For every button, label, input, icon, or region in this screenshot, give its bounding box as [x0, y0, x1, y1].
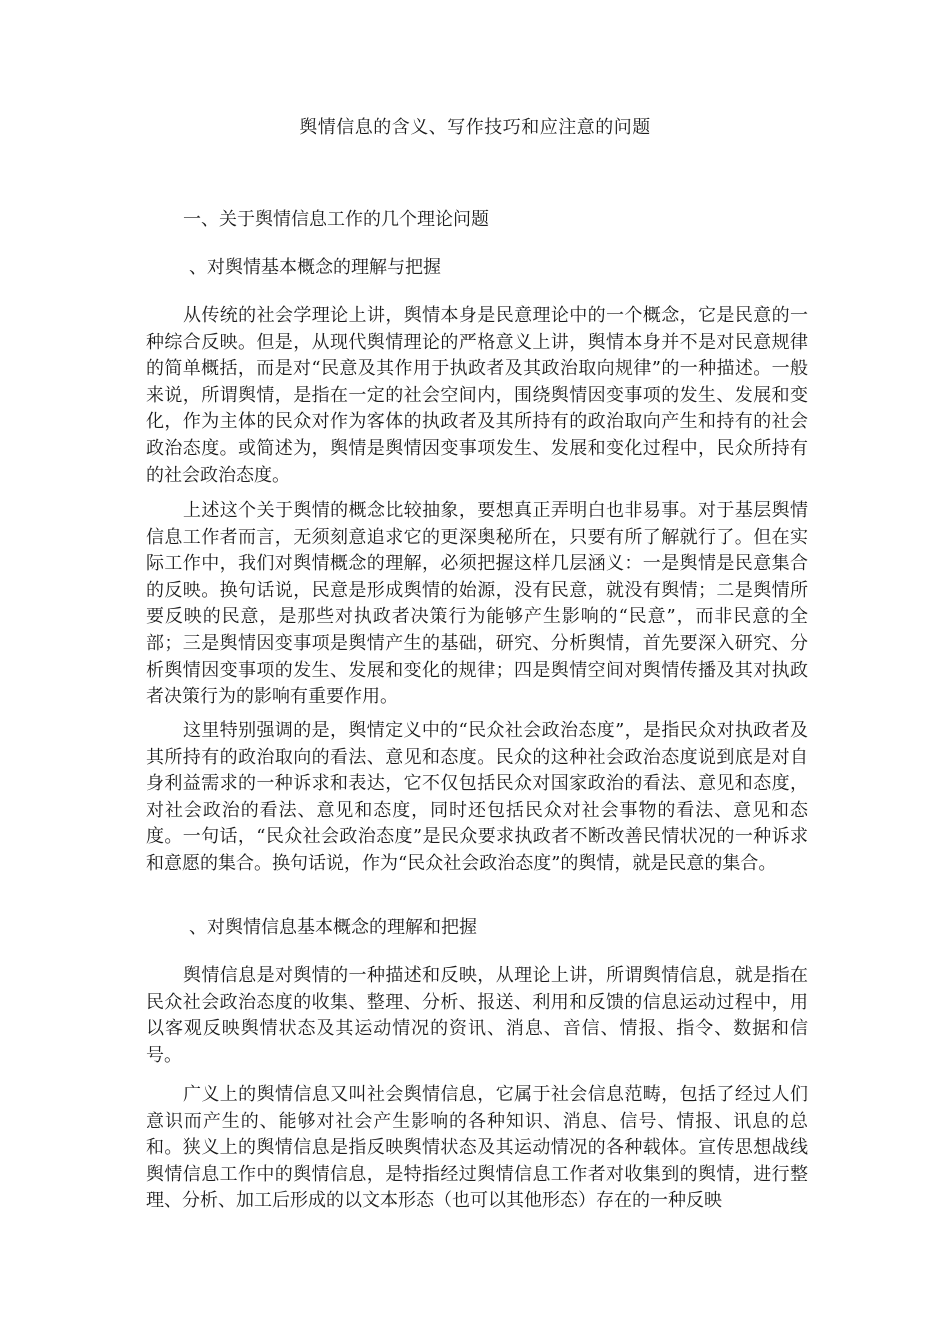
paragraph-3: 这里特别强调的是，舆情定义中的“民众社会政治态度”，是指民众对执政者及其所持有的政治取向的看法、意见和态度。民众的这种社会政治态度说到底是对自身利益需求的一种诉求和表达，它不仅包括民众对国家政治的看法、意见和态度，对社会政治的看法、意见和态度，同时还包括民众对社会事物的看法、意见和态度。一句话，“民众社会政治态度”是民众要求执政者不断改善民情状况的一种诉求和意愿的集合。换句话说，作为“民众社会政治态度”的舆情，就是民意的集合。: [146, 720, 808, 874]
paragraph-2: 上述这个关于舆情的概念比较抽象，要想真正弄明白也非易事。对于基层舆情信息工作者而言，无须刻意追求它的更深奥秘所在，只要有所了解就行了。但在实际工作中，我们对舆情概念的理解，必须把握这样几层涵义：一是舆情是民意集合的反映。换句话说，民意是形成舆情的始源，没有民意，就没有舆情；二是舆情所要反映的民意，是那些对执政者决策行为能够产生影响的“民意”，而非民意的全部；三是舆情因变事项是舆情产生的基础，研究、分析舆情，首先要深入研究、分析舆情因变事项的发生、发展和变化的规律；四是舆情空间对舆情传播及其对执政者决策行为的影响有重要作用。: [146, 500, 808, 708]
subsection-heading-1: 、对舆情基本概念的理解与把握: [189, 257, 441, 278]
document-title: 舆情信息的含义、写作技巧和应注意的问题: [299, 117, 651, 138]
paragraph-4: 舆情信息是对舆情的一种描述和反映，从理论上讲，所谓舆情信息，就是指在民众社会政治态度的收集、整理、分析、报送、利用和反馈的信息运动过程中，用以客观反映舆情状态及其运动情况的资讯、消息、音信、情报、指令、数据和信号。: [146, 965, 808, 1066]
paragraph-1: 从传统的社会学理论上讲，舆情本身是民意理论中的一个概念，它是民意的一种综合反映。但是，从现代舆情理论的严格意义上讲，舆情本身并不是对民意规律的简单概括，而是对“民意及其作用于执政者及其政治取向规律”的一种描述。一般来说，所谓舆情，是指在一定的社会空间内，围绕舆情因变事项的发生、发展和变化，作为主体的民众对作为客体的执政者及其所持有的政治取向产生和持有的社会政治态度。或简述为，舆情是舆情因变事项发生、发展和变化过程中，民众所持有的社会政治态度。: [146, 305, 808, 486]
section-heading-1: 一、关于舆情信息工作的几个理论问题: [183, 209, 489, 230]
paragraph-5: 广义上的舆情信息又叫社会舆情信息，它属于社会信息范畴，包括了经过人们意识而产生的、能够对社会产生影响的各种知识、消息、信号、情报、讯息的总和。狭义上的舆情信息是指反映舆情状态及其运动情况的各种载体。宣传思想战线舆情信息工作中的舆情信息，是特指经过舆情信息工作者对收集到的舆情，进行整理、分析、加工后形成的以文本形态（也可以其他形态）存在的一种反映: [146, 1084, 808, 1212]
subsection-heading-2: 、对舆情信息基本概念的理解和把握: [189, 917, 477, 938]
